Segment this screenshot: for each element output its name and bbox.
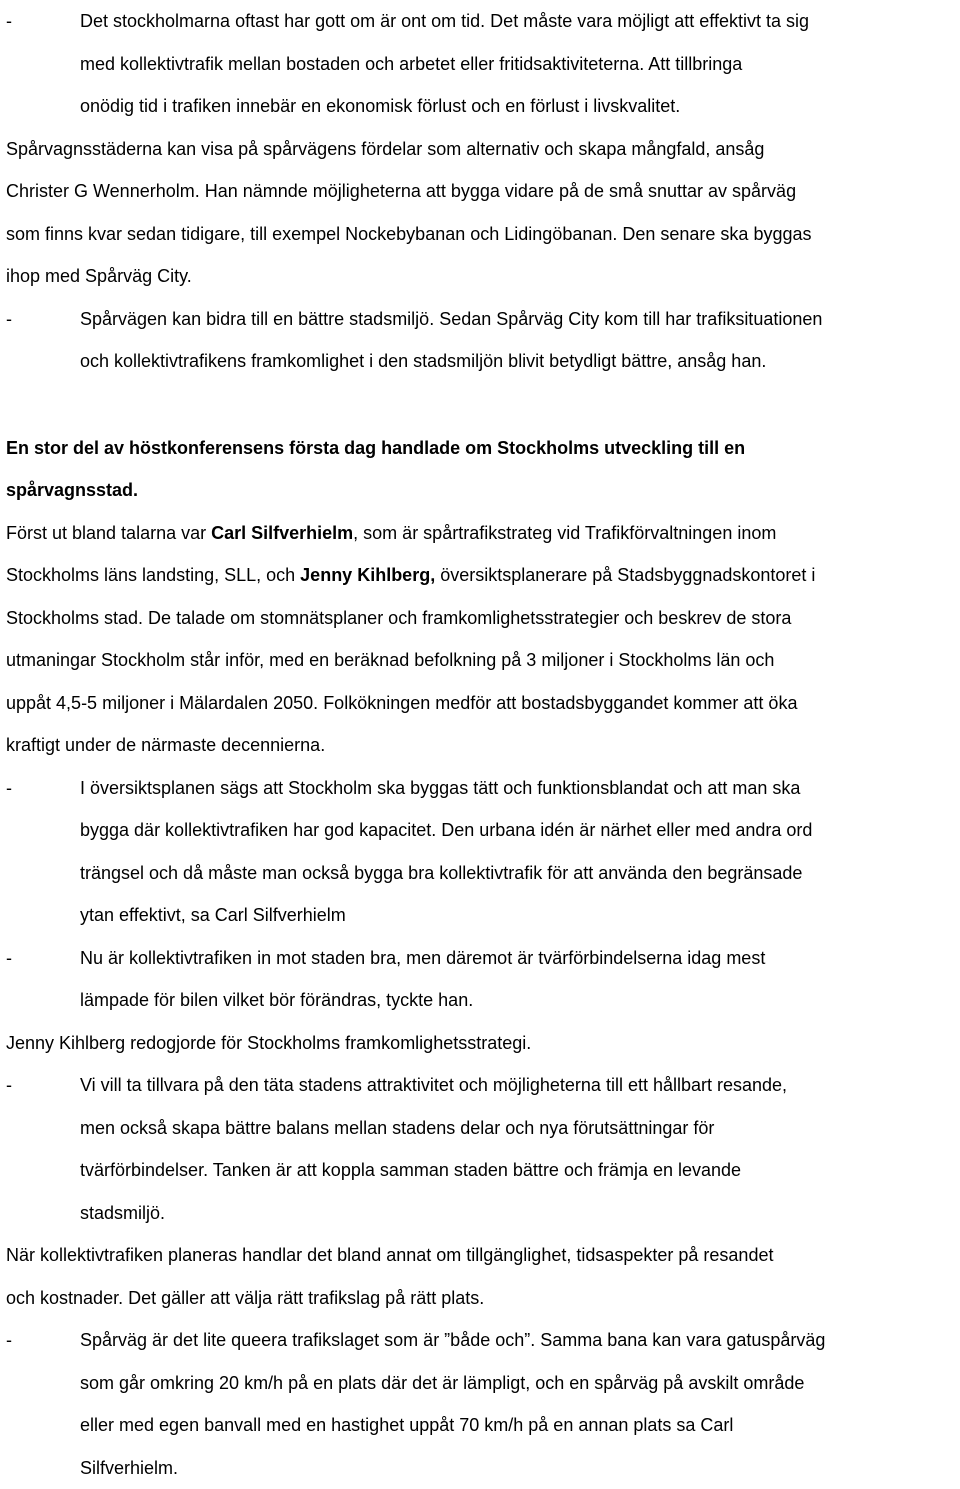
bullet-dash: - <box>6 937 80 980</box>
bullet-text <box>80 1064 956 1234</box>
text-line: Först ut bland talarna var Carl Silfverhielm, som är spårtrafikstrateg vid Trafikförvaltningen inom <box>6 512 956 555</box>
text-line: bygga där kollektivtrafiken har god kapacitet. Den urbana idén är närhet eller med andra ord <box>80 809 956 852</box>
paragraph <box>6 1234 956 1319</box>
paragraph <box>6 512 956 767</box>
bullet-text <box>80 937 956 1022</box>
text-line: som går omkring 20 km/h på en plats där det är lämpligt, och en spårväg på avskilt område <box>80 1362 956 1405</box>
text-line: Vi vill ta tillvara på den täta stadens attraktivitet och möjligheterna till ett hållbart resande, <box>80 1064 956 1107</box>
bold-name: Jenny Kihlberg, <box>300 565 435 585</box>
bullet-text <box>80 0 956 128</box>
text-line: eller med egen banvall med en hastighet uppåt 70 km/h på en annan plats sa Carl <box>80 1404 956 1447</box>
bullet-dash: - <box>6 1319 80 1362</box>
paragraph <box>6 128 956 298</box>
bullet-dash: - <box>6 767 80 810</box>
bullet-dash: - <box>6 298 80 341</box>
text-line: När kollektivtrafiken planeras handlar det bland annat om tillgänglighet, tidsaspekter på resandet <box>6 1234 956 1277</box>
text-line: och kostnader. Det gäller att välja rätt trafikslag på rätt plats. <box>6 1277 956 1320</box>
text-line: kraftigt under de närmaste decennierna. <box>6 724 956 767</box>
document-body <box>6 0 956 1489</box>
bullet-item <box>6 937 956 1022</box>
text-line: spårvagnsstad. <box>6 469 956 512</box>
text-line: som finns kvar sedan tidigare, till exempel Nockebybanan och Lidingöbanan. Den senare ska byggas <box>6 213 956 256</box>
text-line: onödig tid i trafiken innebär en ekonomisk förlust och en förlust i livskvalitet. <box>80 85 956 128</box>
bullet-dash: - <box>6 1064 80 1107</box>
bullet-item <box>6 767 956 937</box>
text-line: uppåt 4,5-5 miljoner i Mälardalen 2050. Folkökningen medför att bostadsbyggandet kommer att öka <box>6 682 956 725</box>
text-line: utmaningar Stockholm står inför, med en beräknad befolkning på 3 miljoner i Stockholms län och <box>6 639 956 682</box>
bullet-text <box>80 298 956 383</box>
bold-name: Carl Silfverhielm <box>211 523 353 543</box>
bullet-item <box>6 0 956 128</box>
text-line: stadsmiljö. <box>80 1192 956 1235</box>
paragraph <box>6 1022 956 1065</box>
bullet-item <box>6 1319 956 1489</box>
text-line: ihop med Spårväg City. <box>6 255 956 298</box>
text-line: Spårvagnsstäderna kan visa på spårvägens fördelar som alternativ och skapa mångfald, ansåg <box>6 128 956 171</box>
text-line: tvärförbindelser. Tanken är att koppla samman staden bättre och främja en levande <box>80 1149 956 1192</box>
text-line: med kollektivtrafik mellan bostaden och arbetet eller fritidsaktiviteterna. Att tillbringa <box>80 43 956 86</box>
bullet-item <box>6 298 956 383</box>
section-heading <box>6 427 956 512</box>
text-line: ytan effektivt, sa Carl Silfverhielm <box>80 894 956 937</box>
text-line: Stockholms stad. De talade om stomnätsplaner och framkomlighetsstrategier och beskrev de stora <box>6 597 956 640</box>
text-line: Silfverhielm. <box>80 1447 956 1489</box>
text-line: Spårväg är det lite queera trafikslaget som är ”både och”. Samma bana kan vara gatuspårväg <box>80 1319 956 1362</box>
text-line: Jenny Kihlberg redogjorde för Stockholms framkomlighetsstrategi. <box>6 1022 956 1065</box>
text-line: Nu är kollektivtrafiken in mot staden bra, men däremot är tvärförbindelserna idag mest <box>80 937 956 980</box>
text-line: och kollektivtrafikens framkomlighet i den stadsmiljön blivit betydligt bättre, ansåg han. <box>80 340 956 383</box>
bullet-dash: - <box>6 0 80 43</box>
bullet-item <box>6 1064 956 1234</box>
paragraph-gap <box>6 383 956 427</box>
text-line: men också skapa bättre balans mellan stadens delar och nya förutsättningar för <box>80 1107 956 1150</box>
text-line: Christer G Wennerholm. Han nämnde möjligheterna att bygga vidare på de små snuttar av spårväg <box>6 170 956 213</box>
text-line: En stor del av höstkonferensens första dag handlade om Stockholms utveckling till en <box>6 427 956 470</box>
text-line: Spårvägen kan bidra till en bättre stadsmiljö. Sedan Spårväg City kom till har trafiksituationen <box>80 298 956 341</box>
text-line: trängsel och då måste man också bygga bra kollektivtrafik för att använda den begränsade <box>80 852 956 895</box>
text-line: Stockholms läns landsting, SLL, och Jenny Kihlberg, översiktsplanerare på Stadsbyggnadskontoret i <box>6 554 956 597</box>
text-line: Det stockholmarna oftast har gott om är ont om tid. Det måste vara möjligt att effektivt ta sig <box>80 0 956 43</box>
text-line: I översiktsplanen sägs att Stockholm ska byggas tätt och funktionsblandat och att man ska <box>80 767 956 810</box>
bullet-text <box>80 1319 956 1489</box>
bullet-text <box>80 767 956 937</box>
text-line: lämpade för bilen vilket bör förändras, tyckte han. <box>80 979 956 1022</box>
